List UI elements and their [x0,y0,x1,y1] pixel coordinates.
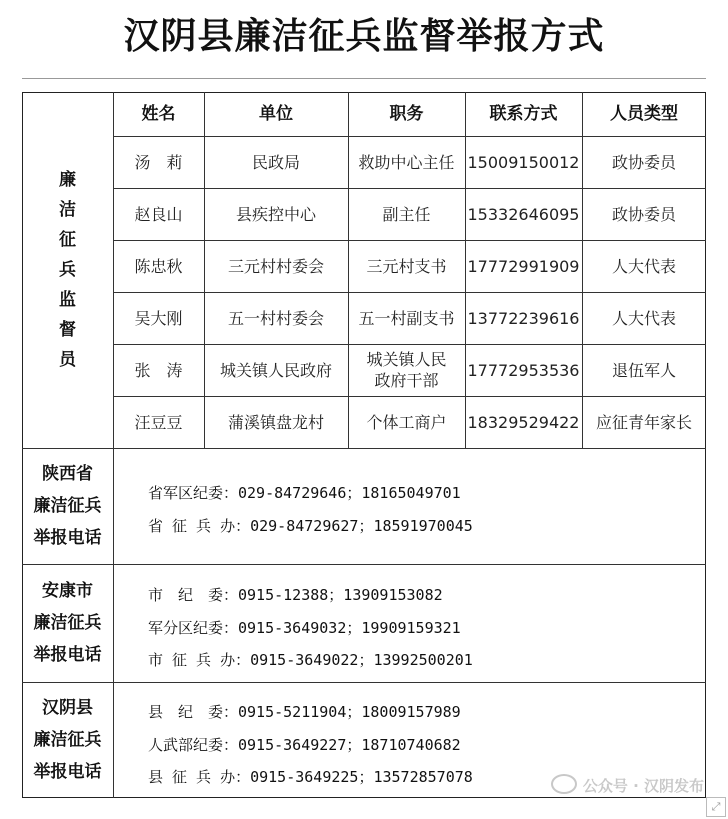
top-rule [22,78,706,79]
cell-unit: 蒲溪镇盘龙村 [227,412,324,432]
contact-line: 人武部纪委：0915-3649227；18710740682 [148,736,461,754]
contact-line: 市 征 兵 办：0915-3649022；13992500201 [148,651,473,669]
supervisor-label [22,92,113,448]
cell-position: 个体工商户 [366,412,447,432]
header-unit: 单位 [259,103,293,124]
region-subtitle: 举报电话 [33,762,102,782]
contact-line: 省 征 兵 办：029-84729627；18591970045 [148,517,473,535]
label-char: 征 [59,230,76,250]
region-subtitle: 廉洁征兵 [33,613,102,633]
region-label-hanyin [22,682,113,798]
region-label-ankang [22,564,113,682]
region-subtitle: 举报电话 [33,645,102,665]
cell-position: 城关镇人民 政府干部 [366,350,447,390]
contact-line: 省军区纪委：029-84729646；18165049701 [148,484,461,502]
contact-line: 县 征 兵 办：0915-3649225；13572857078 [148,768,473,786]
region-name: 安康市 [42,581,93,601]
cell-type: 政协委员 [611,204,676,224]
cell-unit: 民政局 [251,152,300,172]
region-name: 汉阴县 [42,698,93,718]
wechat-watermark [551,774,704,796]
region-label-shaanxi [22,448,113,564]
wechat-icon [551,774,577,794]
cell-position: 副主任 [382,204,431,224]
cell-unit: 三元村村委会 [227,256,324,276]
cell-unit: 县疾控中心 [235,204,316,224]
cell-position: 三元村支书 [366,256,447,276]
cell-unit: 城关镇人民政府 [219,360,332,380]
cell-type: 人大代表 [611,256,676,276]
contact-line: 军分区纪委：0915-3649032；19909159321 [148,619,461,637]
header-name: 姓名 [141,103,176,124]
label-char: 廉 [59,170,76,190]
cell-name: 汪豆豆 [134,412,183,432]
watermark-text: 公众号 · 汉阴发布 [582,777,704,795]
cell-unit: 五一村村委会 [227,308,324,328]
cell-type: 政协委员 [611,152,676,172]
contact-line: 市 纪 委：0915-12388；13909153082 [148,586,443,604]
cell-phone: 17772953536 [467,360,580,380]
cell-name: 陈忠秋 [134,256,183,276]
contact-line: 县 纪 委：0915-5211904；18009157989 [148,703,461,721]
cell-name: 吴大刚 [134,308,183,328]
cell-type: 退伍军人 [611,360,676,380]
cell-name: 赵良山 [134,204,183,224]
cell-phone: 17772991909 [467,256,580,276]
label-char: 督 [59,320,76,340]
page-title: 汉阴县廉洁征兵监督举报方式 [123,15,605,57]
header-position: 职务 [389,103,424,124]
grid-line [113,448,114,798]
cell-phone: 15332646095 [467,204,580,224]
cell-position: 救助中心主任 [358,152,455,172]
section-divider [22,564,706,565]
header-contact: 联系方式 [489,103,558,124]
region-subtitle: 举报电话 [33,528,102,548]
label-char: 员 [59,350,76,370]
header-type: 人员类型 [610,103,678,124]
cell-name: 张 涛 [134,360,183,380]
region-subtitle: 廉洁征兵 [33,730,102,750]
cell-phone: 13772239616 [467,308,580,328]
label-char: 兵 [59,260,76,280]
cell-type: 人大代表 [611,308,676,328]
cell-phone: 18329529422 [467,412,580,432]
label-char: 洁 [59,200,76,220]
label-char: 监 [59,290,76,310]
expand-icon[interactable]: ⤢ [706,797,726,817]
cell-phone: 15009150012 [467,152,580,172]
region-subtitle: 廉洁征兵 [33,496,102,516]
section-divider [22,682,706,683]
cell-position: 五一村副支书 [358,308,455,328]
region-name: 陕西省 [42,464,93,484]
section-divider [22,448,706,449]
cell-type: 应征青年家长 [595,412,692,432]
cell-name: 汤 莉 [134,152,183,172]
